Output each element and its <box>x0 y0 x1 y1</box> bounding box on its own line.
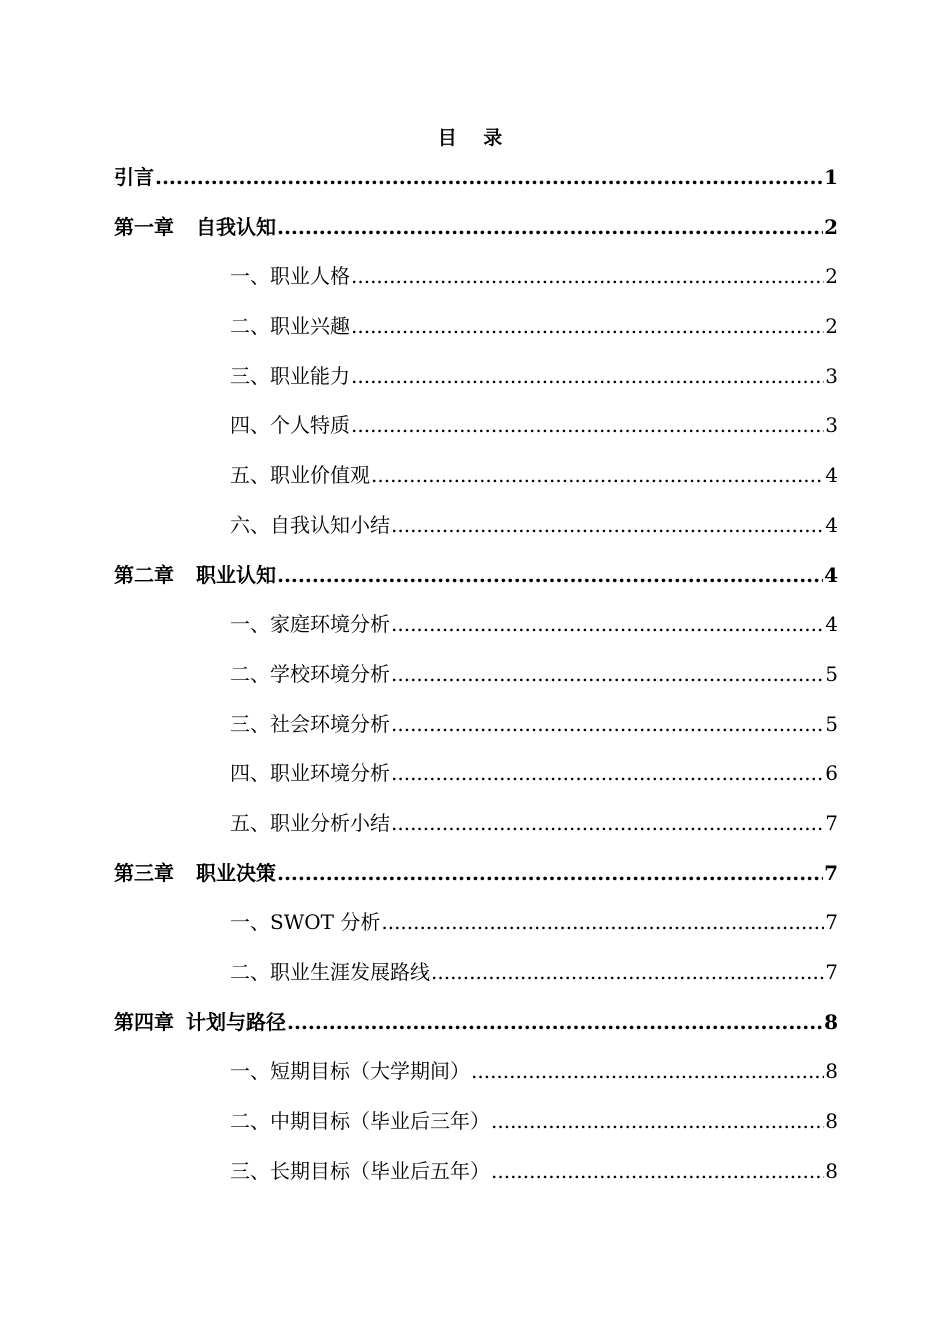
toc-entry-page: 4 <box>825 612 838 637</box>
toc-leader-dots <box>391 806 824 840</box>
toc-entry-page: 4 <box>824 562 838 587</box>
toc-entry-page: 8 <box>825 1109 838 1134</box>
toc-entry-title: 一、SWOT 分析 <box>230 910 381 935</box>
toc-entry-title: 五、职业价值观 <box>230 463 370 488</box>
toc-entry-title: 二、职业兴趣 <box>230 314 350 339</box>
toc-chapter-number: 第三章 <box>114 860 174 885</box>
toc-entry-section[interactable] <box>114 458 838 508</box>
toc-entry-page: 8 <box>824 1009 838 1034</box>
toc-entry-page: 7 <box>824 860 838 885</box>
toc-entry-page: 5 <box>825 661 838 686</box>
toc-leader-dots <box>277 210 823 244</box>
toc-entry-label <box>114 210 276 244</box>
toc-leader-dots <box>431 955 824 989</box>
toc-entry-page: 4 <box>825 463 838 488</box>
toc-leader-dots <box>391 657 824 691</box>
toc-entry-intro[interactable] <box>114 160 838 210</box>
toc-entry-title: 一、家庭环境分析 <box>230 612 390 637</box>
toc-entry-page: 7 <box>825 810 838 835</box>
toc-entry-section[interactable] <box>114 1104 838 1154</box>
toc-leader-dots <box>277 856 823 890</box>
toc-leader-dots <box>155 160 823 194</box>
toc-leader-dots <box>351 259 824 293</box>
toc-leader-dots <box>391 707 824 741</box>
toc-entry-title: 三、职业能力 <box>230 363 350 388</box>
toc-entry-page: 2 <box>825 314 838 339</box>
toc-entry-section[interactable] <box>114 1154 838 1204</box>
toc-entry-page: 2 <box>824 214 838 239</box>
toc-entry-title: 四、个人特质 <box>230 413 350 438</box>
toc-entry-title: 四、职业环境分析 <box>230 761 390 786</box>
toc-entry-page: 8 <box>825 1158 838 1183</box>
toc-entry-section[interactable] <box>114 259 838 309</box>
toc-entry-section[interactable] <box>114 707 838 757</box>
toc-leader-dots <box>391 607 824 641</box>
toc-leader-dots <box>351 408 824 442</box>
toc-entry-chapter-1[interactable] <box>114 210 838 260</box>
toc-entry-label <box>114 1005 286 1039</box>
toc-leader-dots <box>287 1005 823 1039</box>
toc-leader-dots <box>381 905 824 939</box>
toc-entry-label <box>114 856 276 890</box>
toc-entry-title: 自我认知 <box>196 214 276 239</box>
toc-entry-section[interactable] <box>114 657 838 707</box>
toc-entry-title: 引言 <box>114 165 154 189</box>
toc-entry-section[interactable] <box>114 955 838 1005</box>
toc-chapter-number: 第一章 <box>114 214 174 239</box>
toc-entry-label <box>114 558 276 592</box>
toc-entry-page: 1 <box>824 165 838 189</box>
toc-entry-section[interactable] <box>114 408 838 458</box>
toc-entry-label <box>114 160 154 194</box>
toc-entry-section[interactable] <box>114 1054 838 1104</box>
toc-entry-title: 二、职业生涯发展路线 <box>230 960 430 984</box>
toc-entry-page: 7 <box>825 960 838 984</box>
toc-entry-title: 三、长期目标（毕业后五年） <box>230 1158 490 1183</box>
toc-entry-chapter-4[interactable] <box>114 1005 838 1055</box>
toc-title: 目 录 <box>437 127 513 149</box>
toc-entry-section[interactable] <box>114 756 838 806</box>
toc-entry-section[interactable] <box>114 806 838 856</box>
toc-entry-section[interactable] <box>114 905 838 955</box>
toc-chapter-number: 第四章 <box>114 1009 174 1034</box>
toc-leader-dots <box>371 458 824 492</box>
toc-list <box>114 160 838 1203</box>
toc-entry-section[interactable] <box>114 309 838 359</box>
toc-entry-page: 7 <box>825 910 838 935</box>
toc-leader-dots <box>351 309 824 343</box>
toc-entry-page: 3 <box>825 363 838 388</box>
toc-chapter-number: 第二章 <box>114 562 174 587</box>
toc-leader-dots <box>471 1054 824 1088</box>
toc-leader-dots <box>491 1104 824 1138</box>
toc-entry-title: 二、学校环境分析 <box>230 661 390 686</box>
toc-entry-title: 一、职业人格 <box>230 264 350 289</box>
toc-entry-title: 六、自我认知小结 <box>230 512 390 537</box>
toc-entry-section[interactable] <box>114 508 838 558</box>
toc-entry-chapter-2[interactable] <box>114 558 838 608</box>
toc-entry-title: 职业决策 <box>196 860 276 885</box>
toc-entry-title: 职业认知 <box>196 562 276 587</box>
toc-entry-section[interactable] <box>114 359 838 409</box>
toc-entry-section[interactable] <box>114 607 838 657</box>
toc-entry-page: 3 <box>825 413 838 438</box>
toc-entry-title: 三、社会环境分析 <box>230 711 390 736</box>
toc-entry-title: 一、短期目标（大学期间） <box>230 1059 470 1084</box>
toc-leader-dots <box>491 1154 824 1188</box>
toc-entry-chapter-3[interactable] <box>114 856 838 906</box>
toc-entry-page: 2 <box>825 264 838 289</box>
toc-entry-title: 二、中期目标（毕业后三年） <box>230 1109 490 1134</box>
toc-entry-title: 计划与路径 <box>186 1009 286 1034</box>
toc-leader-dots <box>351 359 824 393</box>
toc-entry-page: 6 <box>825 761 838 786</box>
toc-leader-dots <box>391 508 824 542</box>
toc-leader-dots <box>391 756 824 790</box>
toc-entry-page: 8 <box>825 1059 838 1084</box>
toc-entry-page: 5 <box>825 711 838 736</box>
toc-entry-title: 五、职业分析小结 <box>230 810 390 835</box>
toc-leader-dots <box>277 558 823 592</box>
toc-entry-page: 4 <box>825 512 838 537</box>
